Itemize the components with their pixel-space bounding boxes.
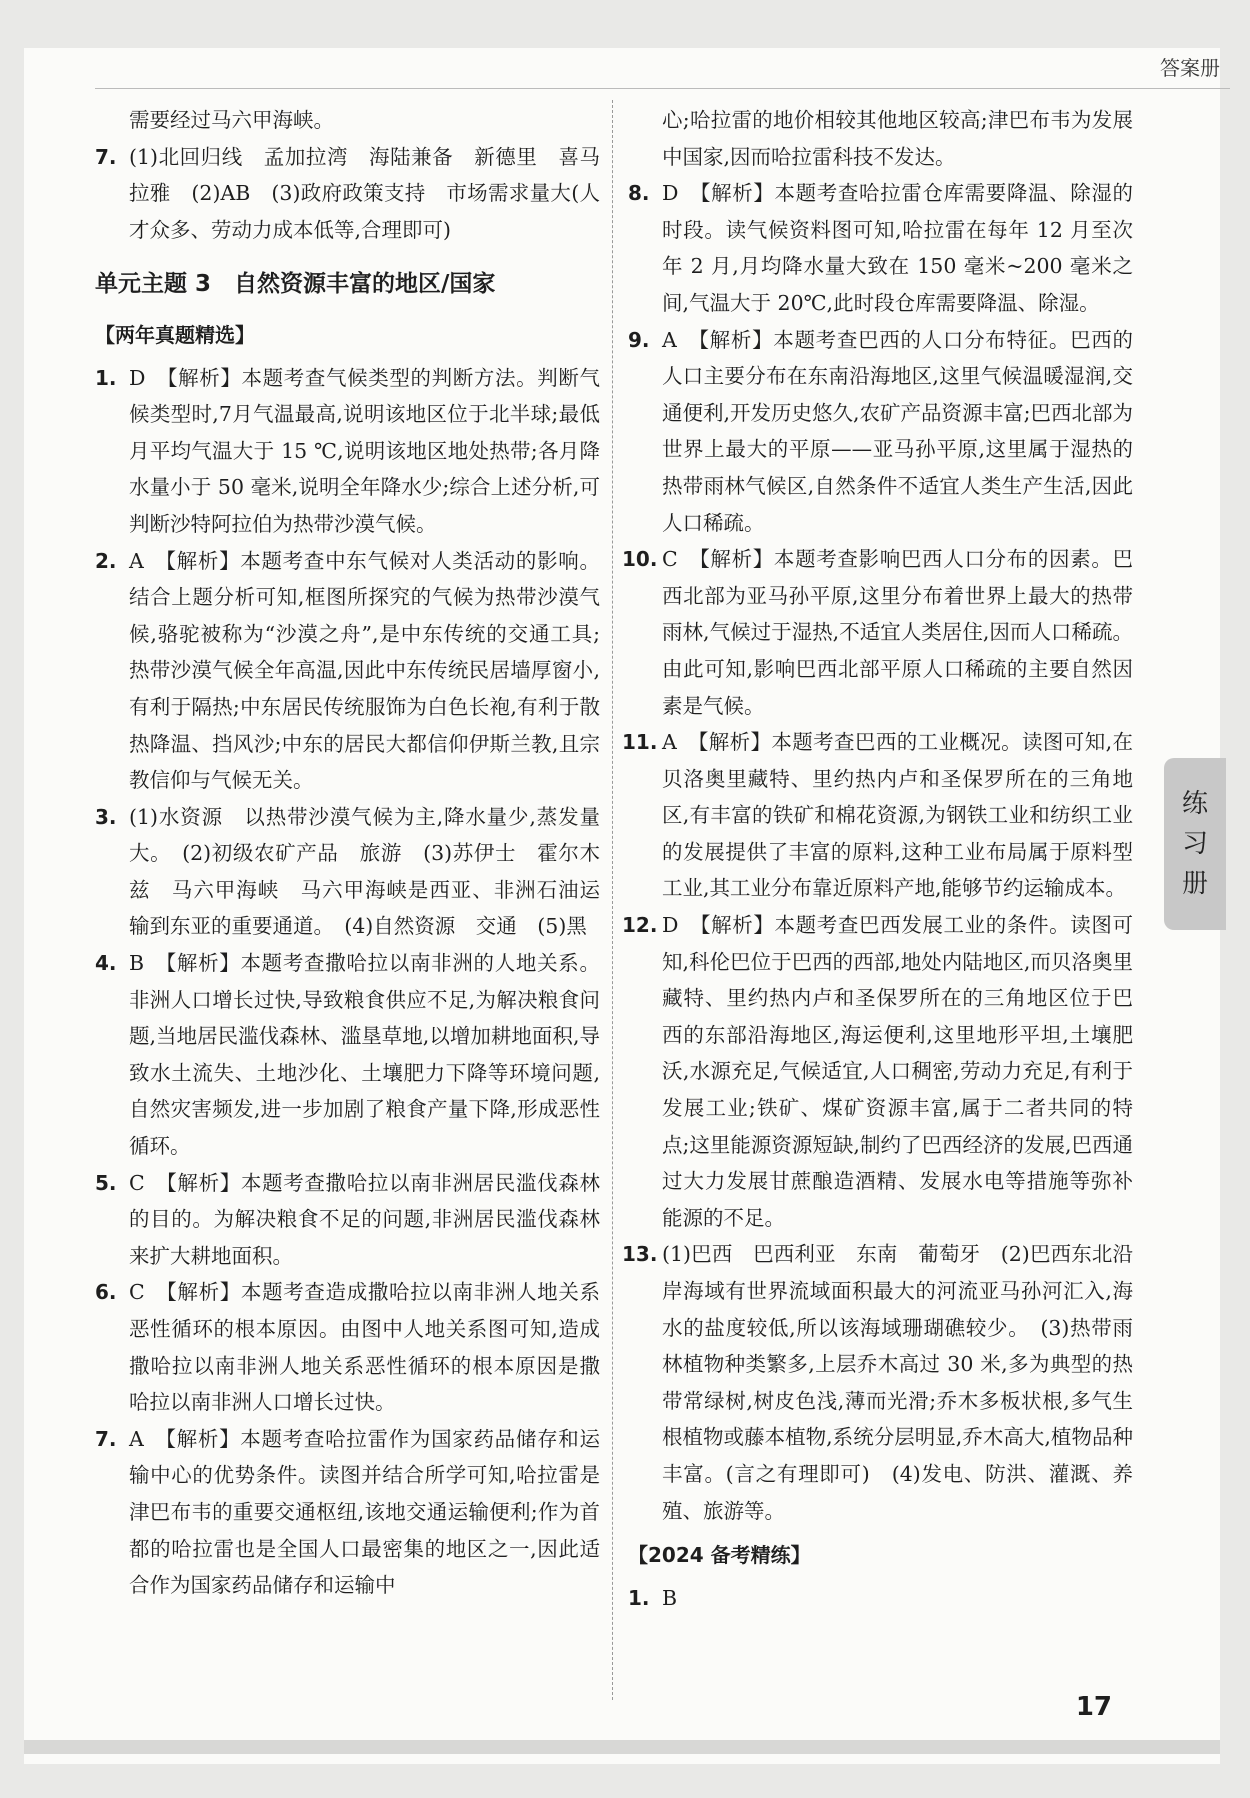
item-text: D 【解析】本题考查哈拉雷仓库需要降温、除湿的时段。读气候资料图可知,哈拉雷在每年 12 月至次年 2 月,月均降水量大致在 150 毫米~200 毫米之间,气温大于 20℃,此时段仓库需要降温、除湿。 [662, 181, 1133, 315]
item-number: 8. [628, 181, 650, 206]
sub-header-2024-practice: 【2024 备考精练】 [628, 1543, 811, 1568]
item-text: C 【解析】本题考查造成撒哈拉以南非洲人地关系恶性循环的根本原因。由图中人地关系图可知,造成撒哈拉以南非洲人地关系恶性循环的根本原因是撒哈拉以南非洲人口增长过快。 [129, 1280, 600, 1415]
sub-header-real-exams: 【两年真题精选】 [95, 322, 255, 347]
answer-item [95, 1421, 600, 1604]
page-number: 17 [1075, 1692, 1112, 1722]
item-text: A 【解析】本题考查中东气候对人类活动的影响。结合上题分析可知,框图所探究的气候为热带沙漠气候,骆驼被称为“沙漠之舟”,是中东传统的交通工具;热带沙漠气候全年高温,因此中东传统民居墙厚窗小,有利于隔热;中东居民传统服饰为白色长袍,有利于散热降温、挡风沙;中东的居民大都信仰伊斯兰教,且宗教信仰与气候无关。 [129, 548, 600, 793]
item-number: 12. [622, 913, 658, 938]
column-divider [612, 100, 613, 1700]
answer-item [95, 1274, 600, 1420]
bottom-edge-strip [24, 1740, 1220, 1754]
header-rule [95, 88, 1230, 89]
answer-item [95, 139, 600, 249]
left-column [95, 102, 600, 1604]
item-number: 4. [95, 951, 117, 976]
item-number: 6. [95, 1280, 117, 1305]
item-text: (1)巴西 巴西利亚 东南 葡萄牙 (2)巴西东北沿岸海域有世界流域面积最大的河流亚马孙河汇入,海水的盐度较低,所以该海域珊瑚礁较少。 (3)热带雨林植物种类繁多,上层乔木高过 30 米,多为典型的热带常绿树,树皮色浅,薄而光滑;乔木多板状根,多气生根植物或藤本植物,系统分层明显,乔木高大,植物品种丰富。(言之有理即可) (4)发电、防洪、灌溉、养殖、旅游等。 [662, 1242, 1133, 1523]
item-number: 9. [628, 327, 650, 352]
item-number: 7. [95, 1426, 117, 1451]
item-text: A 【解析】本题考查巴西的工业概况。读图可知,在贝洛奥里藏特、里约热内卢和圣保罗所在的三角地区,有丰富的铁矿和棉花资源,为钢铁工业和纺织工业的发展提供了丰富的原料,这种工业布局属于原料型工业,其工业分布靠近原料产地,能够节约运输成本。 [662, 730, 1133, 901]
answer-item [622, 907, 1133, 1236]
answer-item [95, 1165, 600, 1275]
item-number: 7. [95, 144, 117, 169]
answer-item [622, 724, 1133, 907]
answer-item [622, 1236, 1133, 1529]
item-number: 1. [628, 1585, 650, 1610]
item-number: 1. [95, 365, 117, 390]
item-text: A 【解析】本题考查巴西的人口分布特征。巴西的人口主要分布在东南沿海地区,这里气候温暖湿润,交通便利,开发历史悠久,农矿产品资源丰富;巴西北部为世界上最大的平原——亚马孙平原,这里属于湿热的热带雨林气候区,自然条件不适宜人类生产生活,因此人口稀疏。 [662, 327, 1133, 535]
item-text: (1)水资源 以热带沙漠气候为主,降水量少,蒸发量大。 (2)初级农矿产品 旅游 (3)苏伊士 霍尔木兹 马六甲海峡 马六甲海峡是西亚、非洲石油运输到东亚的重要通道。 (4)自然资源 交通 (5)黑 [129, 804, 600, 939]
item-text: B 【解析】本题考查撒哈拉以南非洲的人地关系。非洲人口增长过快,导致粮食供应不足,为解决粮食问题,当地居民滥伐森林、滥垦草地,以增加耕地面积,导致水土流失、土地沙化、土壤肥力下降等环境问题,自然灾害频发,进一步加剧了粮食产量下降,形成恶性循环。 [129, 951, 600, 1159]
item-number: 2. [95, 548, 117, 573]
item-text: C 【解析】本题考查影响巴西人口分布的因素。巴西北部为亚马孙平原,这里分布着世界上最大的热带雨林,气候过于湿热,不适宜人类居住,因而人口稀疏。由此可知,影响巴西北部平原人口稀疏的主要自然因素是气候。 [662, 547, 1133, 718]
answer-item [622, 541, 1133, 724]
answer-item [628, 322, 1133, 542]
tab-char: 练 [1181, 789, 1208, 819]
tab-char: 习 [1181, 829, 1208, 859]
item-text: C 【解析】本题考查撒哈拉以南非洲居民滥伐森林的目的。为解决粮食不足的问题,非洲居民滥伐森林来扩大耕地面积。 [129, 1170, 600, 1268]
item-number: 11. [622, 730, 658, 755]
continuation-text: 需要经过马六甲海峡。 [129, 108, 334, 132]
item-number: 3. [95, 804, 117, 829]
item-text: D 【解析】本题考查气候类型的判断方法。判断气候类型时,7月气温最高,说明该地区位于北半球;最低月平均气温大于 15 ℃,说明该地区地处热带;各月降水量小于 50 毫米,说明全年降水少;综合上述分析,可判断沙特阿拉伯为热带沙漠气候。 [129, 365, 600, 536]
answer-item [95, 360, 600, 543]
item-text: A 【解析】本题考查哈拉雷作为国家药品储存和运输中心的优势条件。读图并结合所学可知,哈拉雷是津巴布韦的重要交通枢纽,该地交通运输便利;作为首都的哈拉雷也是全国人口最密集的地区之一,因此适合作为国家药品储存和运输中 [129, 1426, 600, 1598]
answer-item [95, 945, 600, 1165]
tab-char: 册 [1181, 869, 1208, 899]
answer-book-header: 答案册 [1160, 56, 1220, 80]
answer-item [95, 543, 600, 799]
answer-item [628, 175, 1133, 321]
answer-item [628, 1580, 1133, 1617]
item-number: 13. [622, 1242, 658, 1267]
right-column [622, 102, 1133, 1616]
item-number: 10. [622, 547, 658, 572]
item-number: 5. [95, 1170, 117, 1195]
practice-book-tab [1164, 758, 1226, 930]
section-title: 单元主题 3 自然资源丰富的地区/国家 [95, 271, 496, 298]
item-text: (1)北回归线 孟加拉湾 海陆兼备 新德里 喜马拉雅 (2)AB (3)政府政策支持 市场需求量大(人才众多、劳动力成本低等,合理即可) [129, 144, 600, 242]
item-text: D 【解析】本题考查巴西发展工业的条件。读图可知,科伦巴位于巴西的西部,地处内陆地区,而贝洛奥里藏特、里约热内卢和圣保罗所在的三角地区位于巴西的东部沿海地区,海运便利,这里地形平坦,土壤肥沃,水源充足,气候适宜,人口稠密,劳动力充足,有利于发展工业;铁矿、煤矿资源丰富,属于二者共同的特点;这里能源资源短缺,制约了巴西经济的发展,巴西通过大力发展甘蔗酿造酒精、发展水电等措施等弥补能源的不足。 [662, 913, 1133, 1230]
item-text: B [662, 1585, 678, 1610]
answer-item [95, 799, 600, 945]
continuation-text: 心;哈拉雷的地价相较其他地区较高;津巴布韦为发展中国家,因而哈拉雷科技不发达。 [662, 108, 1133, 169]
